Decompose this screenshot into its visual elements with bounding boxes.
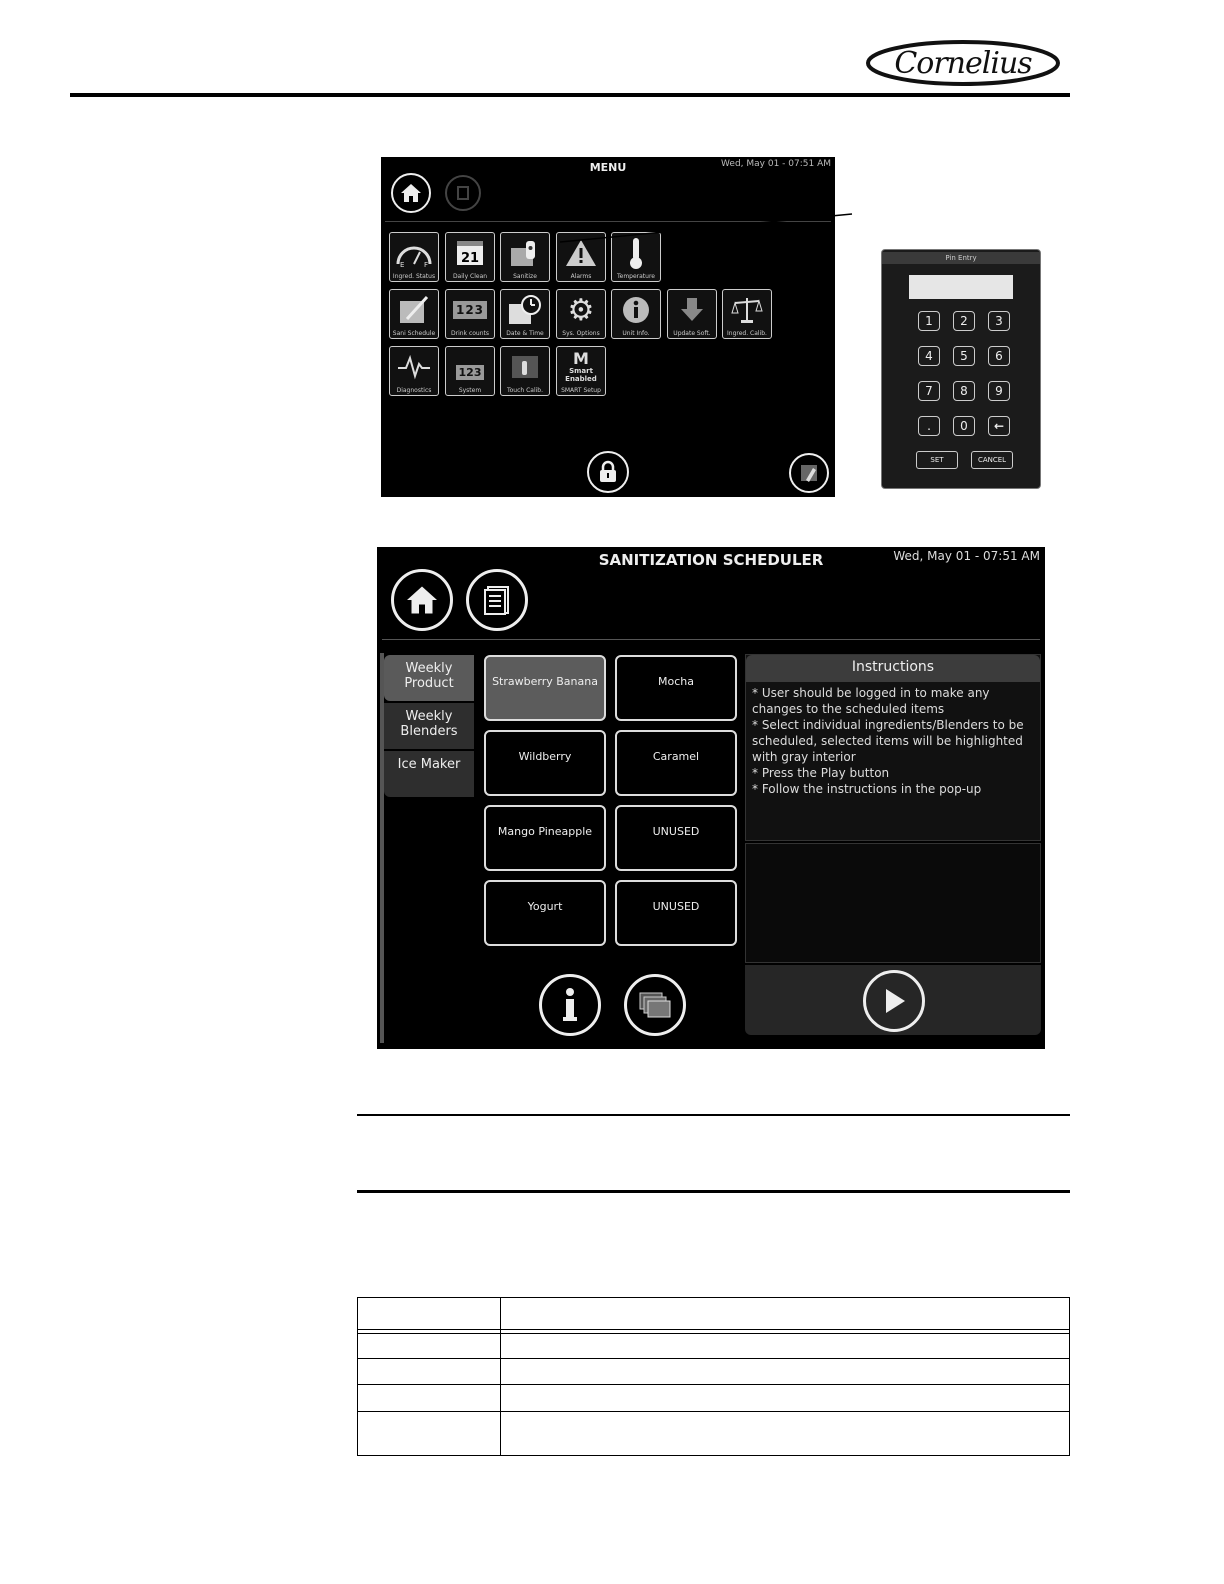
table-row bbox=[358, 1385, 1070, 1412]
key-2[interactable]: 2 bbox=[953, 311, 975, 331]
tile-label: SMART Setup bbox=[561, 387, 601, 394]
info-icon bbox=[561, 987, 579, 1023]
section-rule-bottom bbox=[357, 1190, 1070, 1193]
calendar-clock-icon bbox=[507, 294, 543, 326]
product-button[interactable]: Mango Pineapple bbox=[484, 805, 606, 871]
tile-ingredient-calibration[interactable] bbox=[722, 289, 772, 339]
tile-label: Alarms bbox=[570, 273, 592, 280]
smart-icon: M Smart Enabled bbox=[565, 349, 597, 383]
set-button[interactable]: SET bbox=[916, 451, 958, 469]
home-icon bbox=[399, 182, 423, 204]
svg-text:F: F bbox=[424, 261, 429, 268]
tile-system[interactable] bbox=[445, 346, 495, 396]
calendar-21-icon: 21 bbox=[446, 235, 494, 271]
cornelius-logo bbox=[864, 36, 1062, 90]
tile-label: Sanitize bbox=[513, 273, 537, 280]
tile-sani-schedule[interactable] bbox=[389, 289, 439, 339]
tile-label: System bbox=[458, 387, 482, 394]
product-button[interactable]: Yogurt bbox=[484, 880, 606, 946]
tile-label: Daily Clean bbox=[452, 273, 488, 280]
menu-clock: Wed, May 01 - 07:51 AM bbox=[721, 159, 831, 169]
table-row bbox=[358, 1334, 1070, 1359]
product-button[interactable]: UNUSED bbox=[615, 805, 737, 871]
menu-button[interactable] bbox=[466, 569, 528, 631]
tile-ingredient-status[interactable] bbox=[389, 232, 439, 282]
table-row bbox=[358, 1412, 1070, 1456]
tile-label: Update Soft. bbox=[673, 330, 711, 337]
key-1[interactable]: 1 bbox=[918, 311, 940, 331]
tab-weekly-blenders[interactable]: Weekly Blenders bbox=[384, 703, 474, 749]
scheduler-clock: Wed, May 01 - 07:51 AM bbox=[893, 549, 1040, 563]
key-8[interactable]: 8 bbox=[953, 381, 975, 401]
tile-label: Ingred. Status bbox=[392, 273, 436, 280]
key-7[interactable]: 7 bbox=[918, 381, 940, 401]
instructions-empty-area bbox=[745, 843, 1041, 963]
key-3[interactable]: 3 bbox=[988, 311, 1010, 331]
clean-screen-icon bbox=[798, 462, 820, 484]
gear-icon: ⚙ bbox=[567, 292, 595, 328]
scale-icon bbox=[730, 295, 764, 325]
key-9[interactable]: 9 bbox=[988, 381, 1010, 401]
product-button[interactable]: UNUSED bbox=[615, 880, 737, 946]
tile-diagnostics[interactable] bbox=[389, 346, 439, 396]
sanitize-bottle-icon bbox=[508, 238, 542, 268]
tile-label: Diagnostics bbox=[396, 387, 432, 394]
tile-label: Temperature bbox=[616, 273, 655, 280]
tile-label: Unit Info. bbox=[622, 330, 650, 337]
tab-weekly-product[interactable]: Weekly Product bbox=[384, 655, 474, 701]
product-button[interactable]: Caramel bbox=[615, 730, 737, 796]
reference-table bbox=[357, 1297, 1070, 1456]
tile-touch-calibration[interactable] bbox=[500, 346, 550, 396]
tile-label: Drink counts bbox=[451, 330, 489, 337]
disabled-menu-button bbox=[445, 175, 481, 211]
logo-text: Cornelius bbox=[894, 45, 1032, 81]
lock-button[interactable] bbox=[587, 451, 629, 493]
callout-line bbox=[560, 212, 856, 252]
document-list-icon bbox=[482, 584, 512, 616]
key-4[interactable]: 4 bbox=[918, 346, 940, 366]
info-icon bbox=[621, 295, 651, 325]
screens-button[interactable] bbox=[624, 974, 686, 1036]
scheduler-separator bbox=[382, 639, 1040, 640]
header-rule bbox=[70, 93, 1070, 97]
home-button[interactable] bbox=[391, 569, 453, 631]
tile-daily-clean[interactable] bbox=[445, 232, 495, 282]
tile-label: Date & Time bbox=[506, 330, 544, 337]
key-0[interactable]: 0 bbox=[953, 416, 975, 436]
download-icon bbox=[677, 295, 707, 325]
tile-label: Touch Calib. bbox=[506, 387, 544, 394]
menu-title: MENU bbox=[589, 161, 627, 174]
backspace-key[interactable]: ← bbox=[988, 416, 1010, 436]
pulse-icon bbox=[396, 354, 432, 380]
tile-label: Ingred. Calib. bbox=[727, 330, 767, 337]
key-5[interactable]: 5 bbox=[953, 346, 975, 366]
instructions-title: Instructions bbox=[746, 655, 1040, 682]
tile-smart-setup[interactable] bbox=[556, 346, 606, 396]
section-rule-top bbox=[357, 1114, 1070, 1116]
home-button[interactable] bbox=[391, 173, 431, 213]
tile-label: Sys. Options bbox=[562, 330, 600, 337]
clean-screen-button[interactable] bbox=[789, 453, 829, 493]
product-button[interactable]: Mocha bbox=[615, 655, 737, 721]
tile-date-time[interactable] bbox=[500, 289, 550, 339]
play-bar bbox=[745, 965, 1041, 1035]
instructions-panel bbox=[745, 654, 1041, 841]
lock-icon bbox=[598, 460, 618, 484]
pin-entry-pad bbox=[881, 249, 1041, 489]
gears-counter-icon: 123 bbox=[446, 349, 494, 385]
scheduler-title: SANITIZATION SCHEDULER bbox=[598, 551, 824, 569]
tile-sys-options[interactable] bbox=[556, 289, 606, 339]
instructions-text: * User should be logged in to make any changes to the scheduled items * Select individual ingredients/Blenders to be scheduled, selected items will be highlighted with gray interior * Press the Play button * Follow the instructions in the pop-up bbox=[752, 686, 1024, 796]
pin-entry-title: Pin Entry bbox=[882, 252, 1040, 264]
key-dot[interactable]: . bbox=[918, 416, 940, 436]
sanitization-scheduler-screen bbox=[377, 547, 1045, 1049]
svg-text:E: E bbox=[400, 261, 405, 268]
pin-display-field[interactable] bbox=[909, 275, 1013, 299]
cancel-button[interactable]: CANCEL bbox=[971, 451, 1013, 469]
key-6[interactable]: 6 bbox=[988, 346, 1010, 366]
counter-icon: 123 bbox=[446, 292, 494, 328]
play-icon bbox=[880, 986, 908, 1016]
home-icon bbox=[404, 583, 440, 617]
product-button-selected[interactable]: Strawberry Banana bbox=[484, 655, 606, 721]
tile-update-software[interactable] bbox=[667, 289, 717, 339]
menu-screen bbox=[381, 157, 835, 497]
product-button[interactable]: Wildberry bbox=[484, 730, 606, 796]
gauge-icon bbox=[394, 238, 434, 268]
tile-unit-info[interactable] bbox=[611, 289, 661, 339]
stacked-screens-icon bbox=[638, 990, 672, 1020]
tile-drink-counts[interactable] bbox=[445, 289, 495, 339]
tile-label: Sani Schedule bbox=[392, 330, 436, 337]
schedule-pen-icon bbox=[397, 295, 431, 325]
document-icon bbox=[455, 185, 471, 201]
table-row bbox=[358, 1359, 1070, 1385]
tab-ice-maker[interactable]: Ice Maker bbox=[384, 751, 474, 797]
table-header-row bbox=[358, 1298, 1070, 1330]
info-button[interactable] bbox=[539, 974, 601, 1036]
touch-hand-icon bbox=[509, 352, 541, 382]
tile-sanitize[interactable] bbox=[500, 232, 550, 282]
play-button[interactable] bbox=[863, 970, 925, 1032]
